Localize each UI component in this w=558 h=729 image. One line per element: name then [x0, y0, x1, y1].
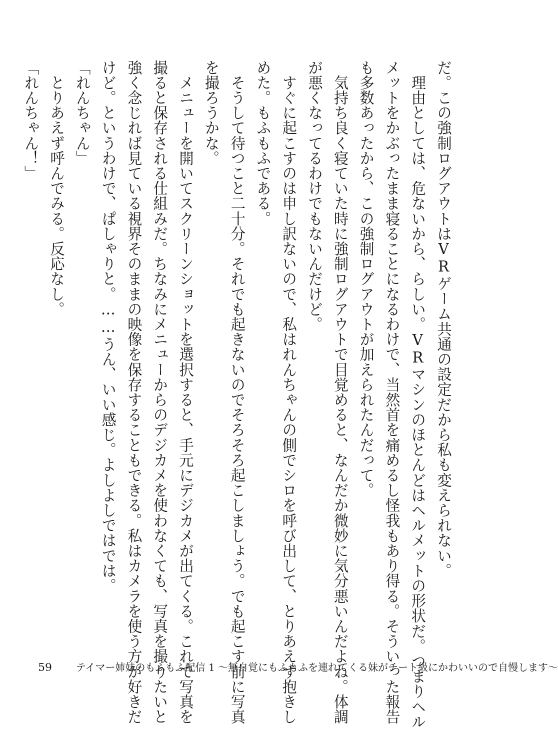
text-column: そうして待つこと二十分。それでも起きないのでそろそろ起こしましょう。でも起こす前に写真 — [228, 60, 246, 725]
text-column: メニューを開いてスクリーンショットを選択すると、手元にデジカメが出てくる。これで写真を — [177, 60, 195, 725]
text-column: が悪くなってるわけでもないんだけど。 — [306, 60, 324, 332]
text-column: けど。というわけで、ぱしゃりと。……うん、いい感じ。よしよしではでは。 — [99, 60, 117, 594]
text-column: 強く念じれば見ている視界そのままの映像を保存することもできる。私はカメラを使う方が好きだ — [125, 60, 143, 725]
text-column: を撮ろうかな。 — [202, 60, 220, 166]
text-column: 「れんちゃん！」 — [22, 60, 40, 181]
running-head: テイマー姉妹のもふもふ配信 1 ～無自覚にもふもふを連れてくる妹がチート級にかわいいので自慢します～ — [76, 663, 558, 674]
page-number: 59 — [38, 661, 52, 674]
text-column: 理由としては、危ないから、らしい。VRマシンのほとんどはヘルメットの形状だ。つまりヘル — [409, 60, 427, 729]
text-column: 「れんちゃん」 — [73, 60, 91, 166]
text-column: とりあえず呼んでみる。反応なし。 — [48, 60, 66, 317]
text-column: だ。この強制ログアウトはVRゲーム共通の設定だから私も変えられない。 — [435, 60, 452, 579]
text-column: めた。もふもふである。 — [254, 60, 272, 227]
text-column: すぐに起こすのは申し訳ないので、私はれんちゃんの側でシロを呼び出して、とりあえず抱きし — [280, 60, 298, 725]
page-footer — [38, 660, 558, 676]
text-column: 撮ると保存される仕組みだ。ちなみにメニューからのデジカメを使わなくても、写真を撮りたいと — [151, 60, 169, 725]
text-column: も多数あったから、この強制ログアウトが加えられたんだって。 — [357, 60, 375, 498]
text-column: メットをかぶったまま寝ることになるわけで、当然首を痛めるし怪我もあり得る。そういった報告 — [383, 60, 401, 725]
text-column: 気持ち良く寝ていた時に強制ログアウトで目覚めると、なんだか微妙に気分悪いんだよね。体調 — [331, 60, 349, 725]
